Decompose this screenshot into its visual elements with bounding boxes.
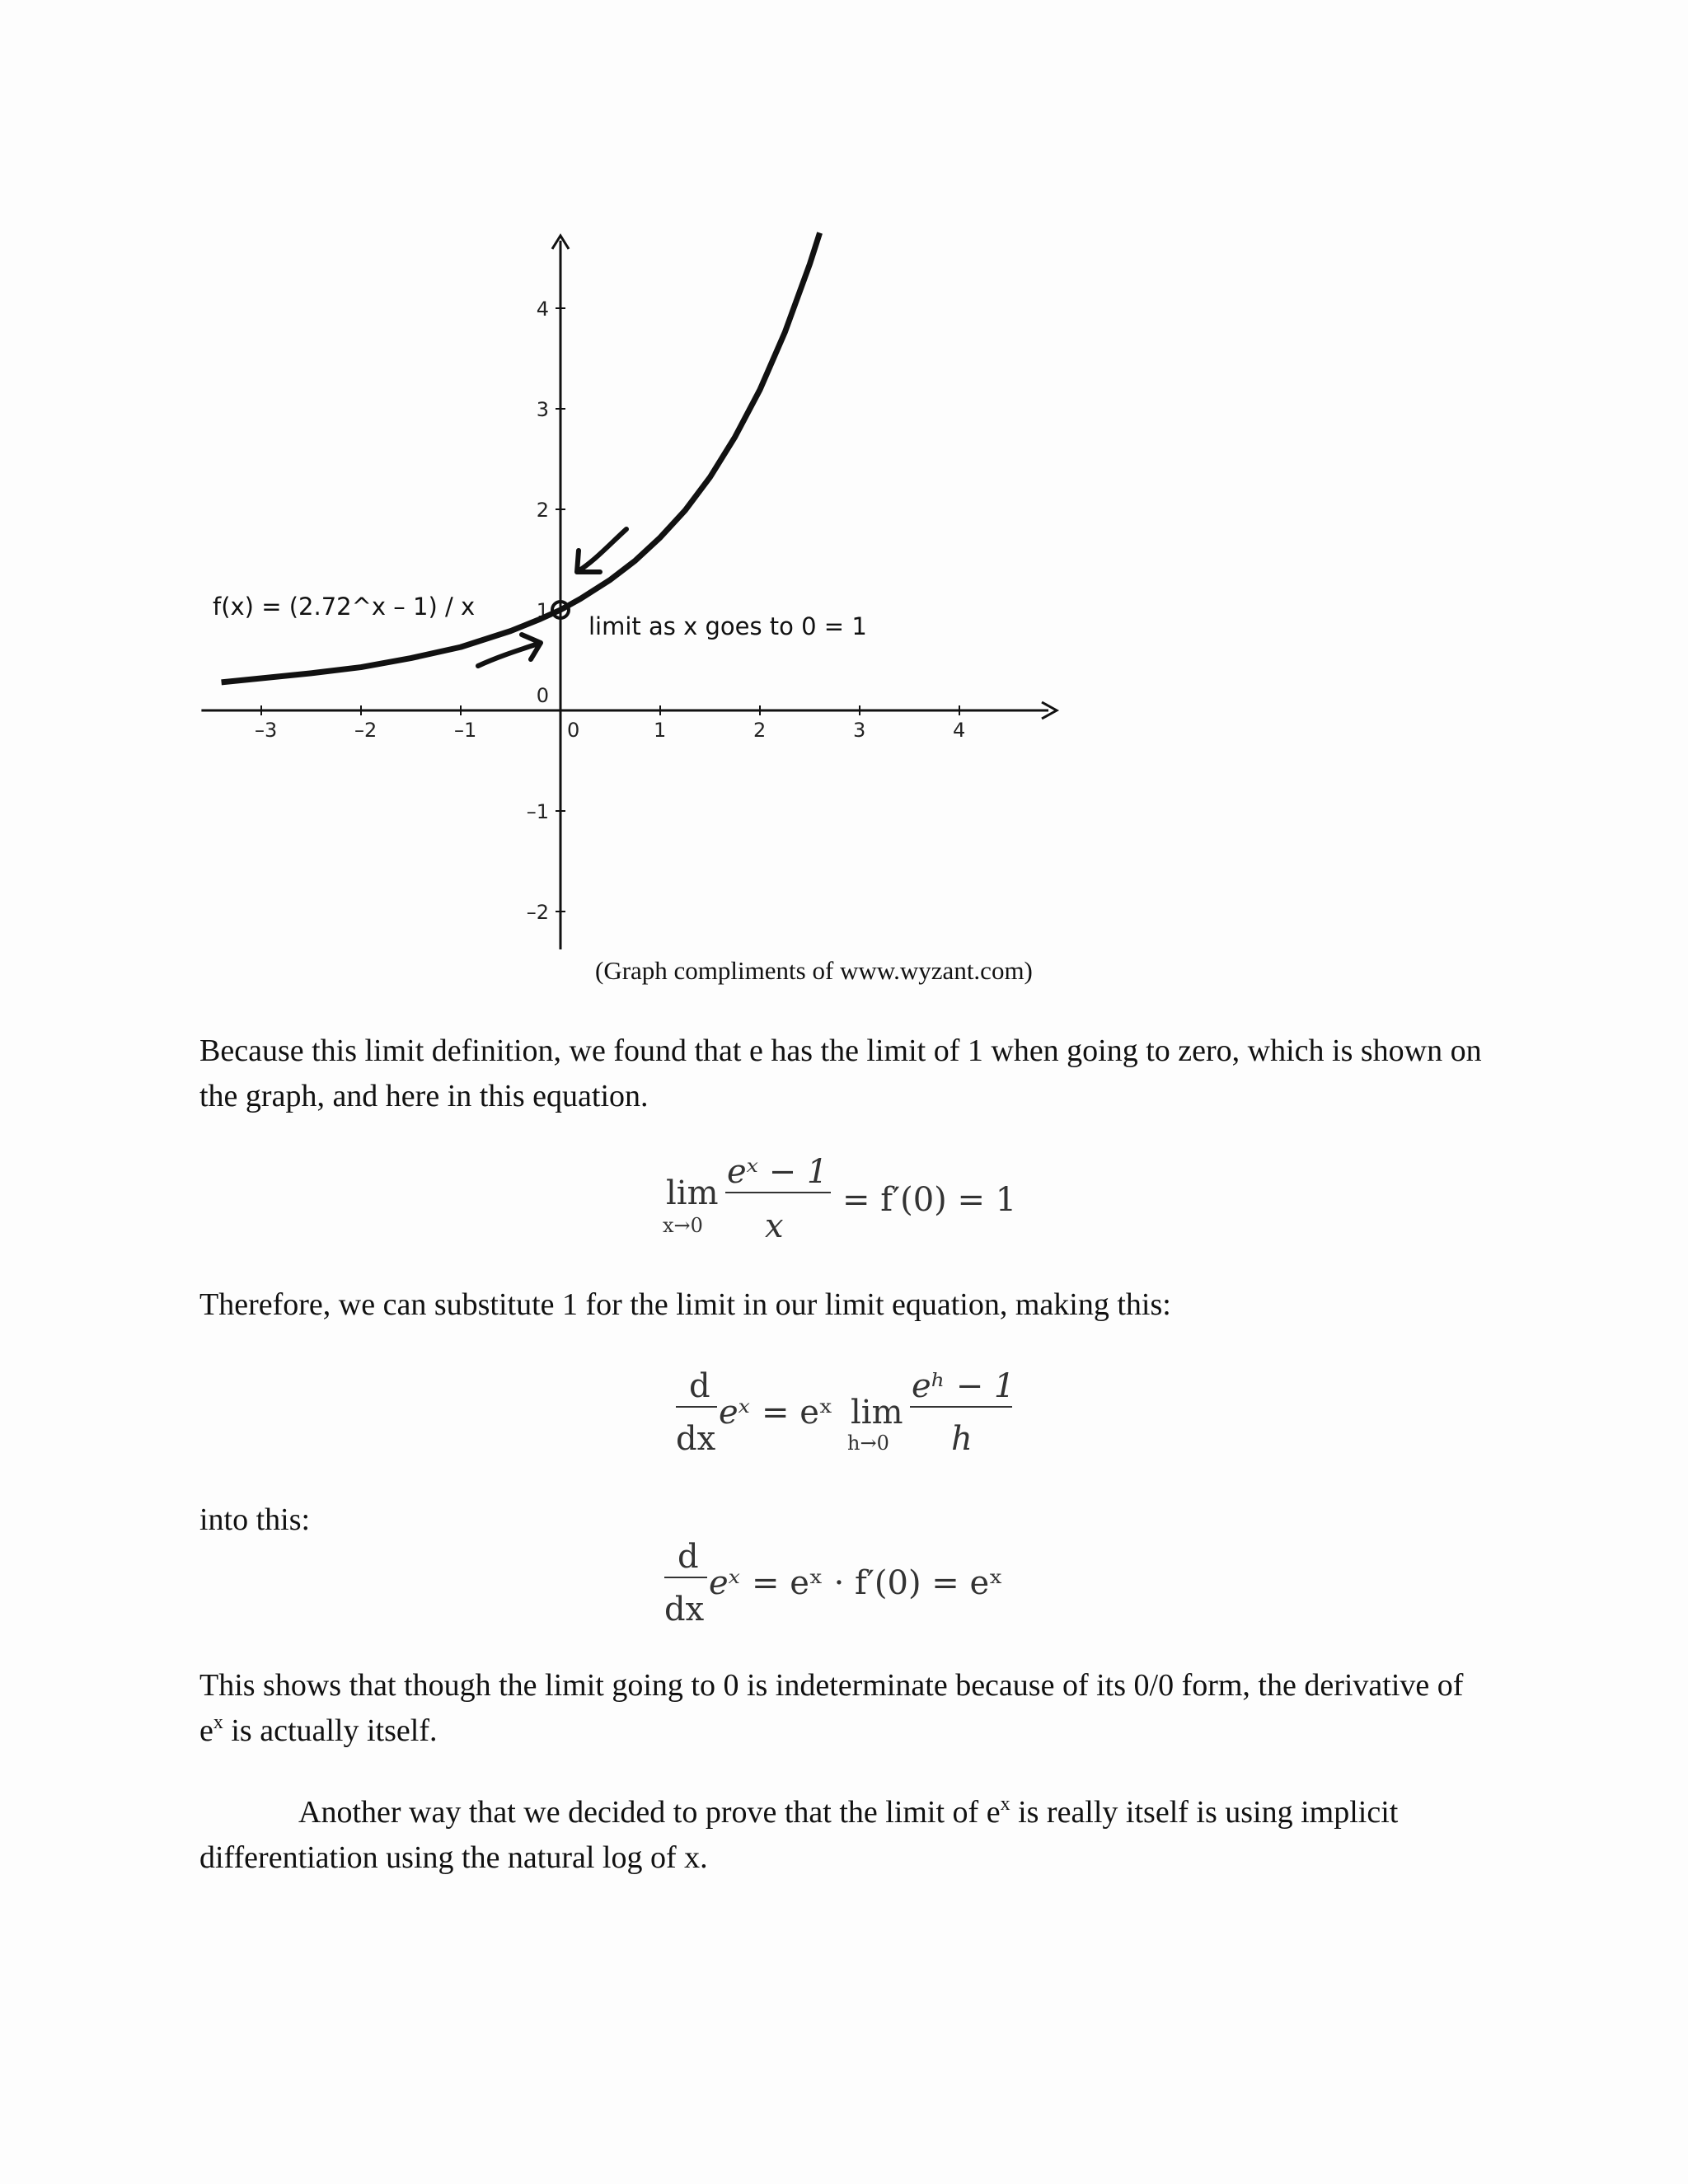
paragraph-5	[199, 1790, 1485, 1881]
eq2-numerator: eʰ − 1	[912, 1367, 1015, 1405]
y-tick-label: –2	[526, 901, 549, 924]
function-label: f(x) = (2.72^x – 1) / x	[213, 593, 476, 621]
x-tick-label: 2	[753, 719, 767, 742]
y-tick-label: –1	[526, 800, 549, 823]
paragraph-4	[199, 1663, 1485, 1754]
paragraph-4-text: This shows that though the limit going to 0 is indeterminate because of its 0/0 form, the derivative of e	[199, 1668, 1464, 1748]
x-tick-label: –1	[454, 719, 477, 742]
paragraph-1: Because this limit definition, we found that e has the limit of 1 when going to zero, which is shown on the graph, and here in this equation.	[199, 1033, 1482, 1113]
paragraph-5-text-end: is really itself is using implicit differentiation using the natural log of x.	[199, 1795, 1399, 1875]
eq3-d: d	[678, 1538, 699, 1576]
paragraph-5-exponent: x	[1000, 1793, 1010, 1815]
eq2-mid: = eˣ	[762, 1394, 833, 1432]
function-graph	[0, 0, 1688, 989]
eq1-lim: lim	[666, 1174, 719, 1212]
paragraph-4-exponent: x	[213, 1712, 223, 1733]
eq3-ex: eˣ	[709, 1564, 740, 1602]
limit-equation-1	[651, 1150, 1047, 1249]
arrow-upper-icon	[577, 529, 626, 572]
y-tick-label: 0	[536, 684, 549, 707]
y-tick-label: 3	[536, 398, 549, 421]
derivative-equation-2	[668, 1364, 1022, 1463]
eq2-lim: lim	[851, 1394, 903, 1432]
eq2-dx: dx	[676, 1420, 716, 1458]
limit-annotation: limit as x goes to 0 = 1	[588, 612, 867, 640]
y-tick-label: 4	[536, 298, 549, 321]
graph-caption: (Graph compliments of www.wyzant.com)	[595, 956, 1033, 985]
eq1-denominator: x	[765, 1207, 784, 1245]
x-tick-label: 0	[567, 719, 580, 742]
eq2-subscript: h→0	[847, 1432, 889, 1455]
x-tick-label: 4	[953, 719, 966, 742]
y-tick-label: 1	[536, 599, 549, 622]
eq3-rhs: = eˣ · f′(0) = eˣ	[752, 1564, 1004, 1602]
eq3-dx: dx	[664, 1591, 705, 1629]
eq1-subscript: x→0	[663, 1214, 703, 1237]
paragraph-5-text: Another way that we decided to prove that the limit of e	[298, 1795, 1001, 1830]
x-tick-label: 3	[853, 719, 866, 742]
x-tick-label: –3	[255, 719, 278, 742]
derivative-equation-3	[659, 1535, 1039, 1633]
eq1-numerator: eˣ − 1	[727, 1153, 828, 1191]
eq1-rhs: = f′(0) = 1	[842, 1181, 1017, 1219]
paragraph-2: Therefore, we can substitute 1 for the limit in our limit equation, making this:	[199, 1287, 1171, 1322]
x-tick-label: –2	[354, 719, 377, 742]
eq2-d: d	[689, 1367, 710, 1405]
paragraph-3: into this:	[199, 1502, 311, 1537]
paragraph-4-text-end: is actually itself.	[223, 1713, 438, 1748]
eq2-denominator: h	[951, 1420, 973, 1458]
x-tick-label: 1	[654, 719, 667, 742]
eq2-ex: eˣ	[719, 1394, 750, 1432]
y-tick-label: 2	[536, 499, 549, 522]
